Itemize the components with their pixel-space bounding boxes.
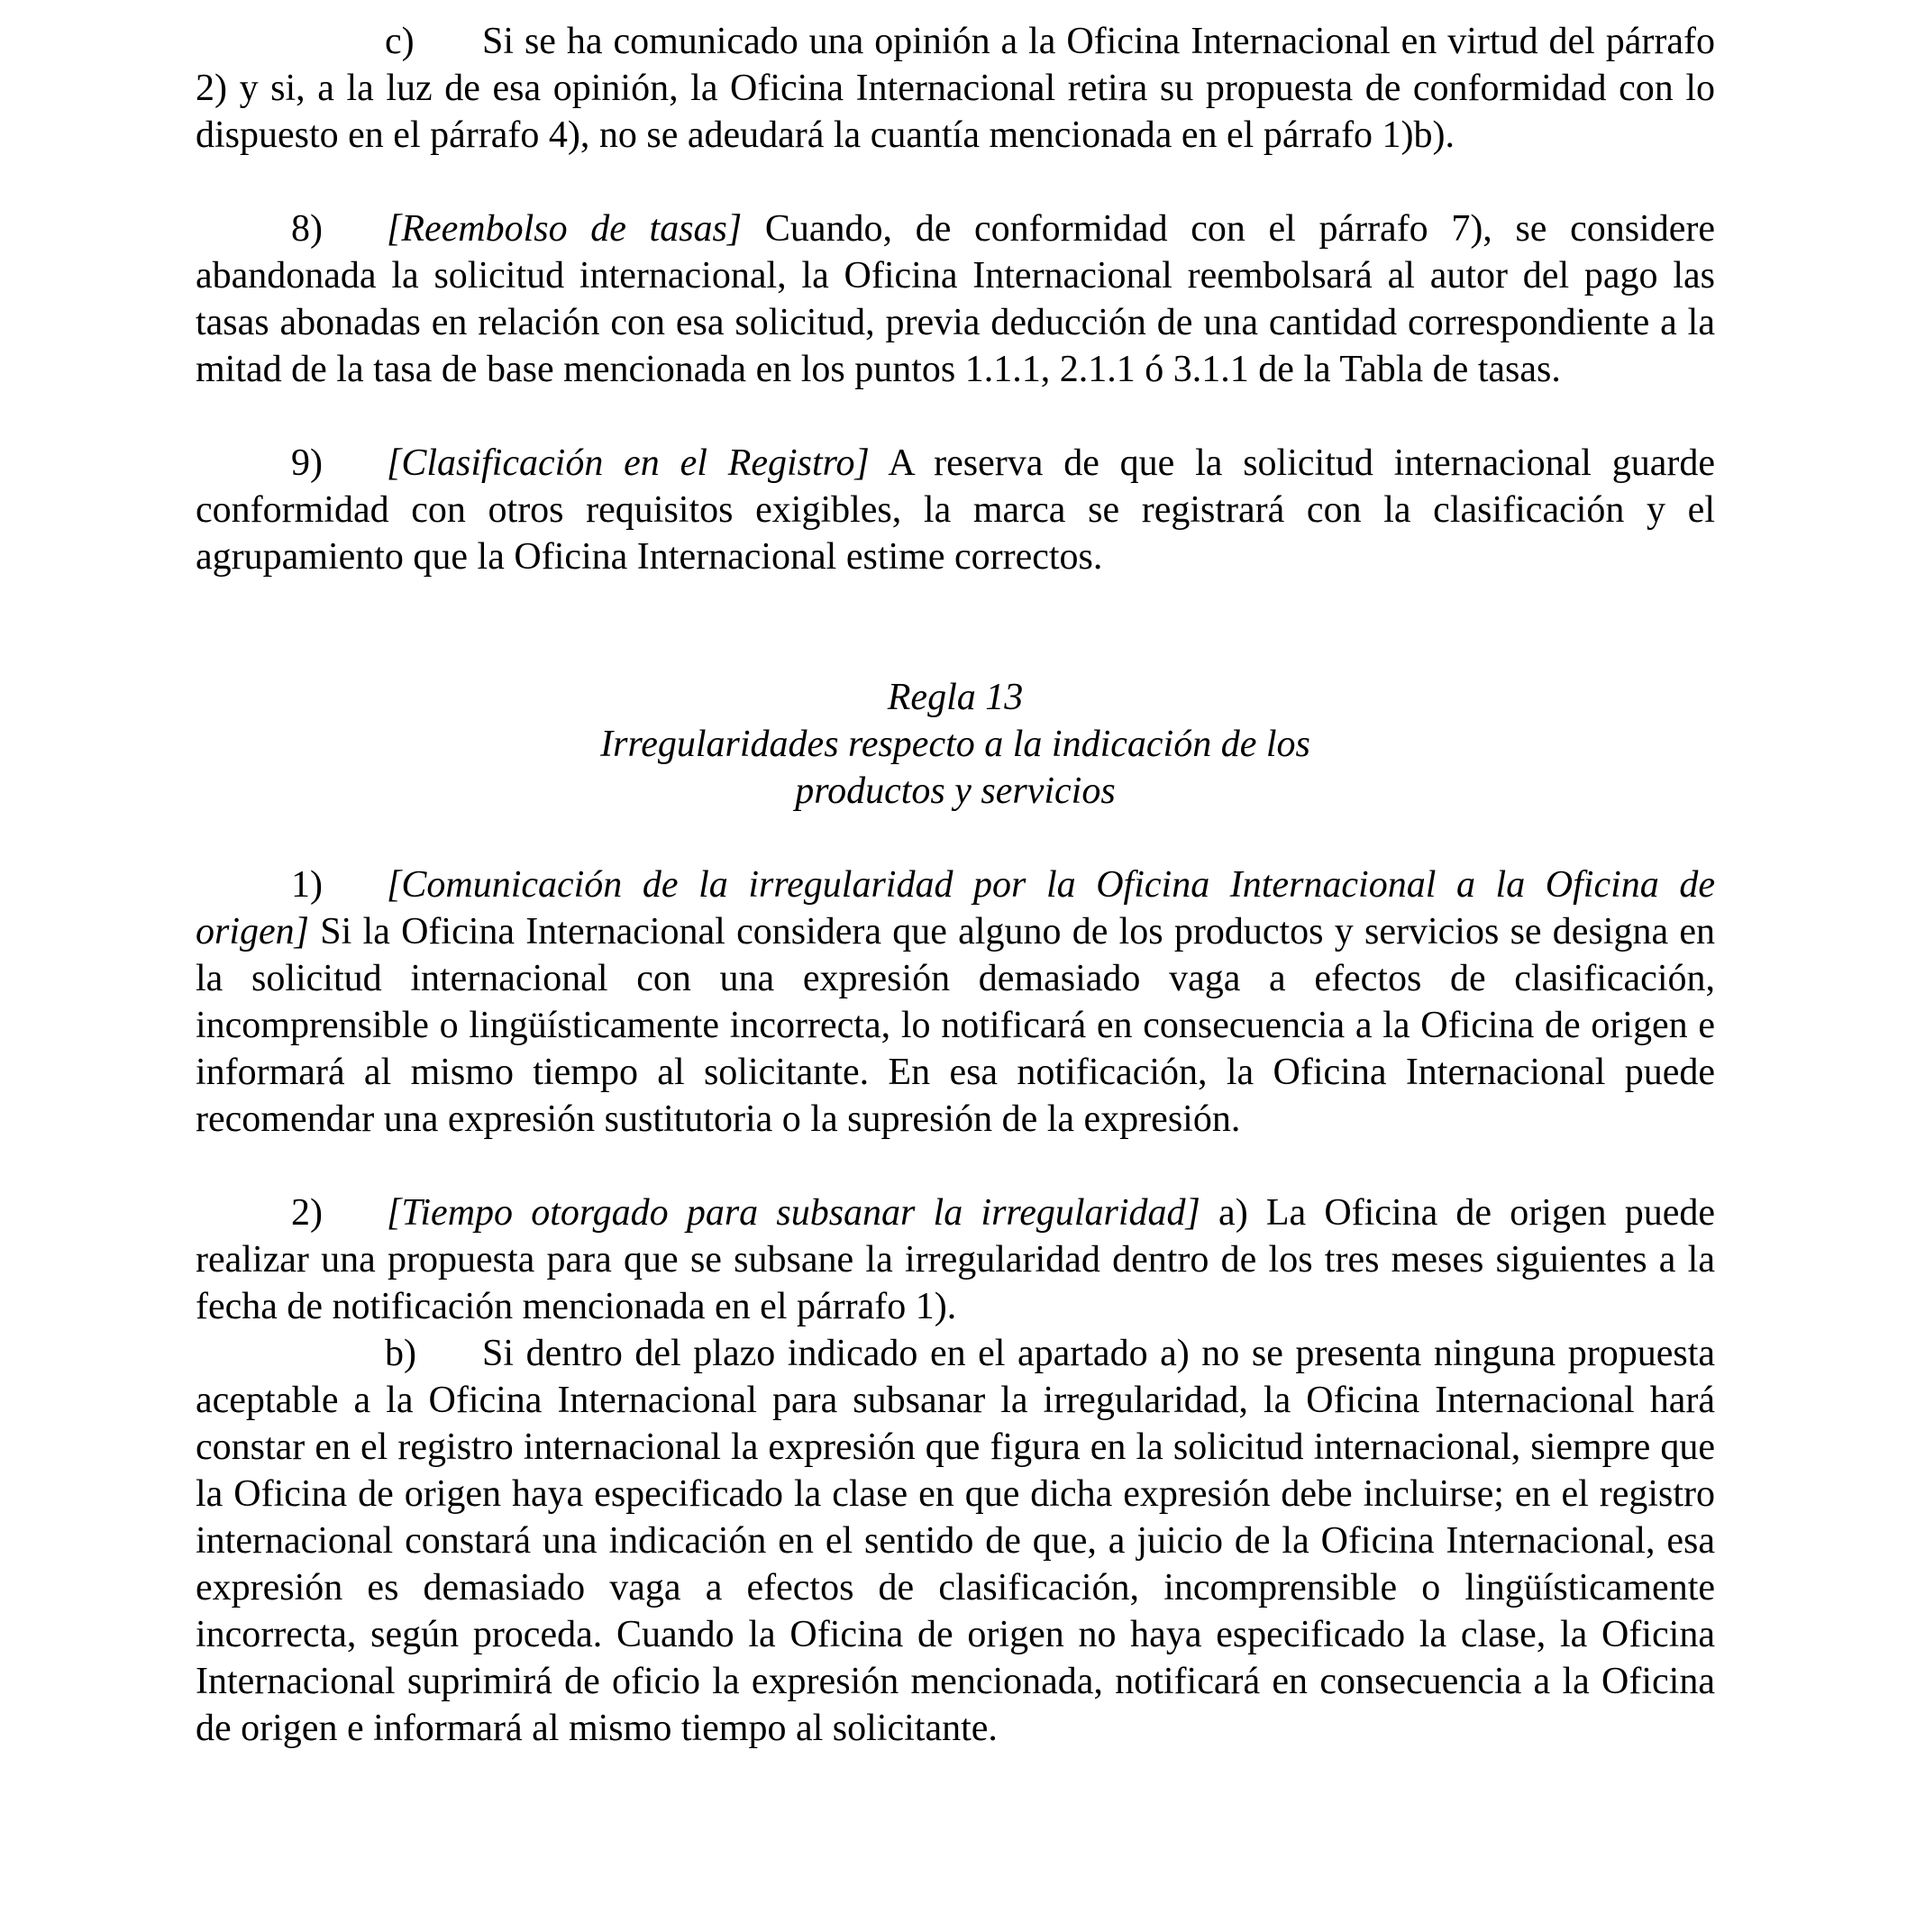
paragraph-text: Si la Oficina Internacional considera que alguno de los productos y servicios se designa en la solicitud internacional con una expresión demasiado vaga a efectos de clasificación, incomprensible o lingüísticamente incorrecta, lo notificará en consecuencia a la Oficina de origen e informará al mismo tiempo al solicitante. En esa notificación, la Oficina Internacional puede recomendar una expresión sustitutoria o la supresión de la expresión. <box>196 911 1715 1140</box>
document-page <box>196 18 1715 1752</box>
rule-13-paragraph-1 <box>196 861 1715 1143</box>
spacer <box>196 580 1715 674</box>
spacer <box>196 393 1715 440</box>
rule-title-line-2: productos y servicios <box>795 770 1116 812</box>
paragraph-8 <box>196 205 1715 393</box>
paragraph-7c <box>196 18 1715 159</box>
spacer <box>196 1143 1715 1189</box>
paragraph-title: [Reembolso de tasas] <box>387 208 743 250</box>
paragraph-title: [Comunicación de la irregularidad por la Oficina Internacional a la Oficina de origen] <box>196 864 1715 952</box>
rule-number-heading: Regla 13 <box>887 677 1024 718</box>
paragraph-title: [Tiempo otorgado para subsanar la irregularidad] <box>387 1192 1200 1234</box>
paragraph-number: 1) <box>291 864 323 906</box>
paragraph-text: A reserva de que la solicitud internacional guarde conformidad con otros requisitos exigibles, la marca se registrará con la clasificación y el agrupamiento que la Oficina Internacional estime correctos. <box>196 442 1715 578</box>
paragraph-title: [Clasificación en el Registro] <box>387 442 870 484</box>
rule-title-line-1: Irregularidades respecto a la indicación de los <box>600 724 1310 765</box>
paragraph-9 <box>196 440 1715 580</box>
paragraph-number: 2) <box>291 1192 323 1234</box>
paragraph-text: Si dentro del plazo indicado en el apartado a) no se presenta ninguna propuesta aceptable a la Oficina Internacional para subsanar la irregularidad, la Oficina Internacional hará constar en el registro internacional la expresión que figura en la solicitud internacional, siempre que la Oficina de origen haya especificado la clase en que dicha expresión debe incluirse; en el registro internacional constará una indicación en el sentido de que, a juicio de la Oficina Internacional, esa expresión es demasiado vaga a efectos de clasificación, incomprensible o lingüísticamente incorrecta, según proceda. Cuando la Oficina de origen no haya especificado la clase, la Oficina Internacional suprimirá de oficio la expresión mencionada, notificará en consecuencia a la Oficina de origen e informará al mismo tiempo al solicitante. <box>196 1333 1715 1749</box>
rule-13-paragraph-2 <box>196 1189 1715 1330</box>
paragraph-number: 8) <box>291 208 323 250</box>
subparagraph-marker: c) <box>385 21 415 62</box>
paragraph-text: a) La Oficina de origen puede realizar una propuesta para que se subsane la irregularidad dentro de los tres meses siguientes a la fecha de notificación mencionada en el párrafo 1). <box>196 1192 1715 1327</box>
subparagraph-marker: b) <box>385 1333 416 1374</box>
spacer <box>196 159 1715 205</box>
spacer <box>196 815 1715 861</box>
paragraph-text: Si se ha comunicado una opinión a la Oficina Internacional en virtud del párrafo 2) y si, a la luz de esa opinión, la Oficina Internacional retira su propuesta de conformidad con lo dispuesto en el párrafo 4), no se adeudará la cuantía mencionada en el párrafo 1)b). <box>196 21 1715 156</box>
rule-13-paragraph-2b <box>196 1330 1715 1752</box>
paragraph-text: Cuando, de conformidad con el párrafo 7), se considere abandonada la solicitud internacional, la Oficina Internacional reembolsará al autor del pago las tasas abonadas en relación con esa solicitud, previa deducción de una cantidad correspondiente a la mitad de la tasa de base mencionada en los puntos 1.1.1, 2.1.1 ó 3.1.1 de la Tabla de tasas. <box>196 208 1716 390</box>
paragraph-number: 9) <box>291 442 323 484</box>
